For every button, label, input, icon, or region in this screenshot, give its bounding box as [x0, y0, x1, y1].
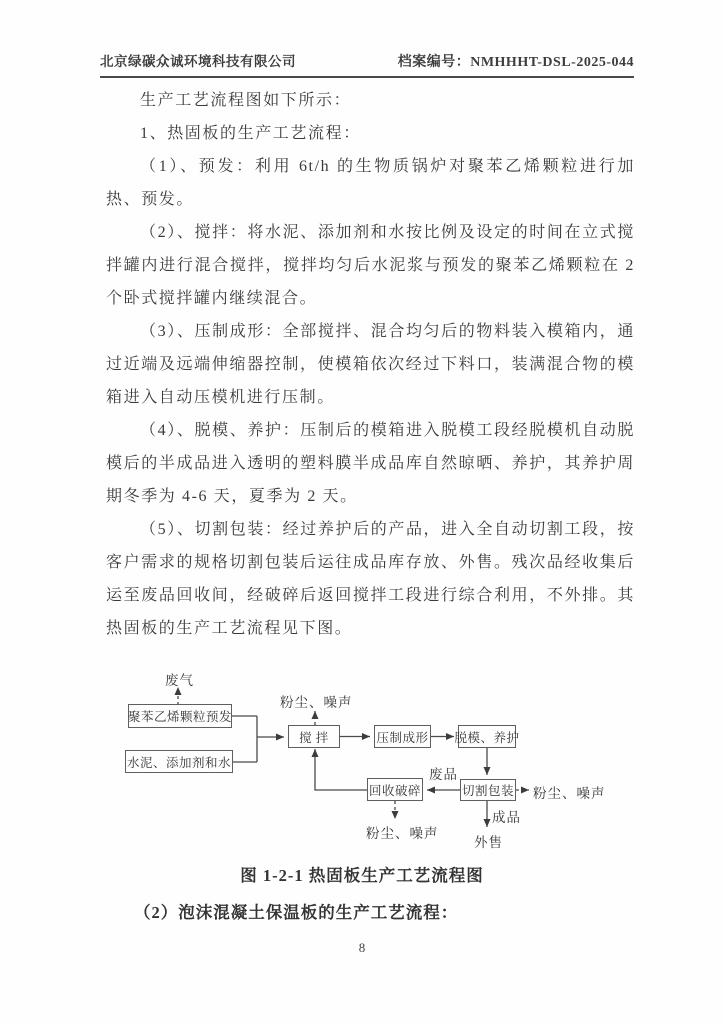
node-demolding-curing: 脱模、养护	[458, 725, 516, 748]
label-dust-noise-cutting: 粉尘、噪声	[533, 786, 606, 801]
figure-caption: 图 1-2-1 热固板生产工艺流程图	[240, 866, 484, 885]
flowchart-connectors	[0, 655, 724, 860]
node-press-forming: 压制成形	[374, 725, 431, 748]
connector-inputs	[232, 716, 257, 762]
document-body	[106, 84, 635, 645]
paragraph-heading-1: 1、热固板的生产工艺流程：	[140, 125, 361, 142]
arrow-recycle-to-mixing	[315, 749, 367, 790]
label-scrap: 废品	[429, 767, 458, 782]
paragraph-step-3: （3）、压制成形：全部搅拌、混合均匀后的物料装入模箱内，通过近端及远端伸缩器控制，使模箱依次经过下料口，装满混合物的模箱进入自动压模机进行压制。	[106, 323, 635, 406]
node-cutting-packing: 切割包装	[460, 779, 516, 801]
subheading-foam-concrete: （2）泡沫混凝土保温板的生产工艺流程：	[134, 903, 459, 922]
paragraph-step-1: （1）、预发：利用 6t/h 的生物质锅炉对聚苯乙烯颗粒进行加热、预发。	[106, 158, 635, 208]
header-file-number: 档案编号：NMHHHT-DSL-2025-044	[397, 55, 634, 70]
label-waste-gas: 废气	[165, 673, 194, 688]
process-flowchart	[0, 655, 724, 860]
label-dust-noise-crushing: 粉尘、噪声	[366, 826, 439, 841]
paragraph-step-5: （5）、切割包装：经过养护后的产品，进入全自动切割工段，按客户需求的规格切割包装后运往成品库存放、外售。残次品经收集后运至废品回收间，经破碎后返回搅拌工段进行综合利用，不外排。其热固板的生产工艺流程见下图。	[106, 521, 635, 637]
header-company-name: 北京绿碳众诚环境科技有限公司	[100, 54, 296, 69]
paragraph-step-2: （2）、搅拌：将水泥、添加剂和水按比例及设定的时间在立式搅拌罐内进行混合搅拌，搅拌均匀后水泥浆与预发的聚苯乙烯颗粒在 2 个卧式搅拌罐内继续混合。	[106, 224, 635, 307]
paragraph-step-4: （4）、脱模、养护：压制后的模箱进入脱模工段经脱模机自动脱模后的半成品进入透明的塑料膜半成品库自然晾晒、养护，其养护周期冬季为 4-6 天，夏季为 2 天。	[106, 422, 635, 505]
node-mixing: 搅 拌	[288, 725, 340, 748]
node-polystyrene-pre-expansion: 聚苯乙烯颗粒预发	[128, 704, 232, 728]
page-number: 8	[358, 940, 366, 955]
node-recycle-crushing: 回收破碎	[367, 778, 423, 801]
label-finished-product: 成品	[492, 810, 521, 825]
label-external-sale: 外售	[474, 835, 503, 850]
paragraph-intro: 生产工艺流程图如下所示：	[140, 92, 352, 109]
label-dust-noise-mixing: 粉尘、噪声	[280, 695, 353, 710]
node-cement-additives-water: 水泥、添加剂和水	[125, 750, 233, 773]
page-header	[100, 50, 634, 78]
